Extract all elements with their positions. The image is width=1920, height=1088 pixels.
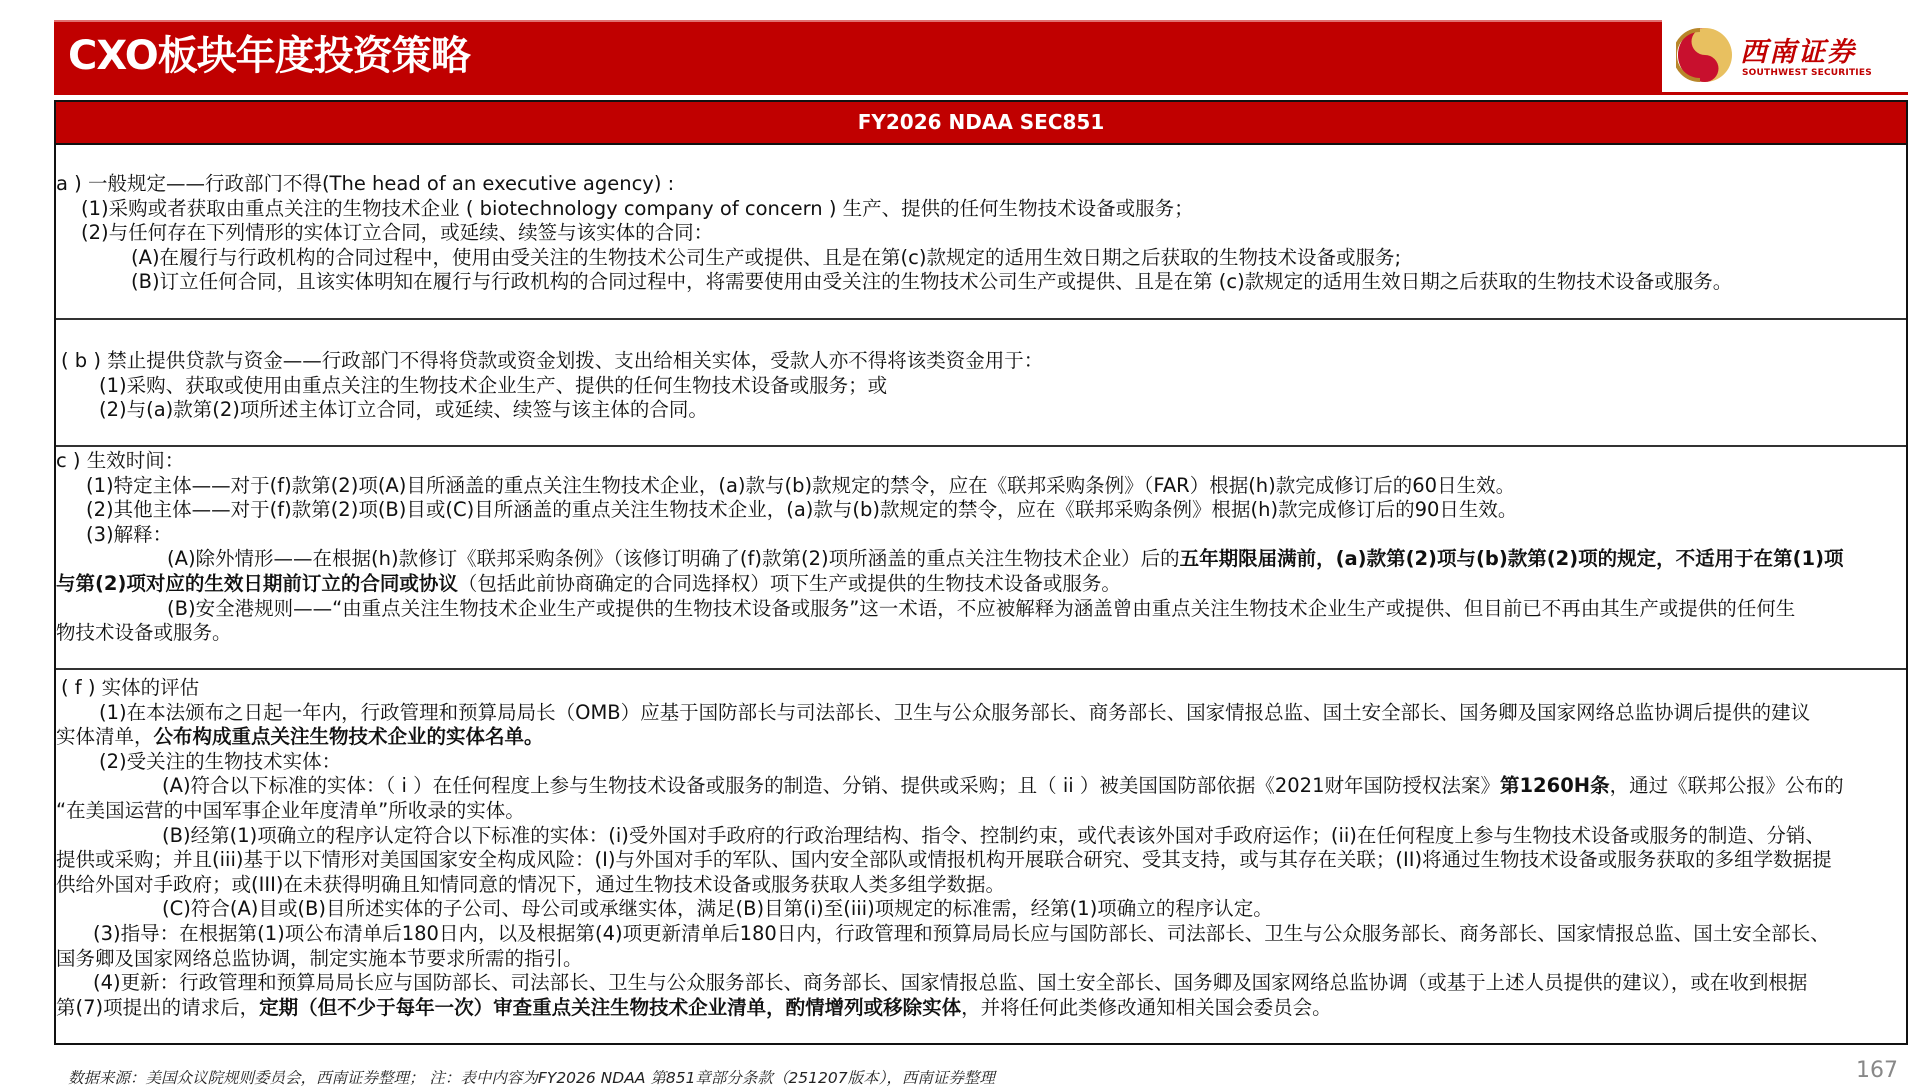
company-logo: [1662, 20, 1908, 90]
section-f-line: [99, 701, 1810, 726]
ndaa-table: [54, 100, 1908, 1045]
section-a-line: [56, 172, 674, 197]
clause-text: a ) 一般规定——行政部门不得(The head of an executive agency) :: [56, 172, 675, 195]
section-f-line: [56, 725, 544, 750]
clause-text: (3)指导：在根据第(1)项公布清单后180日内，以及根据第(4)项更新清单后180日内，行政管理和预算局局长应与国防部长、司法部长、卫生与公众服务部长、商务部长、国家情报总监、国土安全部长、: [93, 922, 1830, 945]
clause-text: (1)采购或者获取由重点关注的生物技术企业 ( biotechnology company of concern ) 生产、提供的任何生物技术设备或服务；: [81, 196, 1194, 220]
clause-text: ( b ) 禁止提供贷款与资金——行政部门不得将贷款或资金划拨、支出给相关实体，受款人亦不得将该类资金用于：: [61, 349, 1044, 372]
clause-text: 国务卿及国家网络总监协调，制定实施本节要求所需的指引。: [56, 946, 583, 970]
title-bar: [54, 20, 1662, 92]
clause-text: ( f ) 实体的评估: [61, 676, 200, 699]
title-divider: [54, 92, 1908, 95]
section-f-line: [56, 947, 583, 972]
clause-text: ，并将任何此类修改通知相关国会委员会。: [961, 995, 1332, 1019]
clause-text: (2)受关注的生物技术实体：: [99, 749, 342, 773]
section-c-line: [56, 449, 184, 474]
section-f-line: [99, 750, 341, 775]
clause-text: (2)与(a)款第(2)项所述主体订立合同，或延续、续签与该主体的合同。: [99, 398, 708, 422]
page-title: CXO板块年度投资策略: [68, 33, 470, 79]
clause-text: 提供或采购；并且(iii)基于以下情形对美国国家安全构成风险：(I)与外国对手的军队、国内安全部队或情报机构开展联合研究、受其支持，或与其存在关联；(II)将通过生物技术设备或服务获取的多组学数据提: [56, 848, 1832, 872]
section-a-line: [81, 197, 1194, 222]
clause-text: 供给外国对手政府；或(III)在未获得明确且知情同意的情况下，通过生物技术设备或服务获取人类多组学数据。: [56, 872, 1005, 896]
section-a-line: [131, 270, 1732, 295]
section-f-line: [162, 897, 1273, 922]
table-heading: FY2026 NDAA SEC851: [56, 102, 1906, 145]
clause-text: (A)除外情形——在根据(h)款修订《联邦采购条例》（该修订明确了(f)款第(2)项所涵盖的重点关注生物技术企业）后的: [167, 547, 1180, 571]
source-note: 数据来源：美国众议院规则委员会，西南证券整理； 注：表中内容为FY2026 NDAA 第851章部分条款（251207版本），西南证券整理: [68, 1069, 995, 1087]
emphasized-text: 五年期限届满前，(a)款第(2)项与(b)款第(2)项的规定，不适用于在第(1)项: [1179, 547, 1844, 571]
section-f-line: [56, 996, 1332, 1021]
clause-text: (B)订立任何合同，且该实体明知在履行与行政机构的合同过程中，将需要使用由受关注的生物技术公司生产或提供、且是在第 (c)款规定的适用生效日期之后获取的生物技术设备或服务。: [131, 270, 1733, 294]
section-c-line: [56, 621, 232, 646]
section-f-line: [162, 824, 1825, 849]
section-a-general-rule: [56, 145, 1906, 320]
section-b-line: [61, 349, 1043, 374]
emphasized-text: 与第(2)项对应的生效日期前订立的合同或协议: [56, 572, 458, 595]
section-c-line: [167, 547, 1844, 572]
section-f-entity-evaluation: [56, 670, 1906, 1045]
section-c-line: [86, 523, 172, 548]
clause-text: (2)与任何存在下列情形的实体订立合同，或延续、续签与该实体的合同：: [81, 221, 714, 245]
section-f-line: [56, 799, 525, 824]
clause-text: 物技术设备或服务。: [56, 621, 232, 645]
section-b-line: [99, 374, 887, 399]
clause-text: c ) 生效时间：: [56, 449, 185, 472]
clause-text: ，通过《联邦公报》公布的: [1609, 774, 1844, 798]
logo-text-cn: 西南证券: [1740, 37, 1856, 68]
emphasized-text: 第1260H条: [1499, 774, 1610, 798]
clause-text: 实体清单，: [56, 725, 154, 749]
clause-text: (3)解释：: [86, 522, 173, 546]
logo-text-en: SOUTHWEST SECURITIES: [1742, 68, 1872, 78]
section-f-line: [93, 971, 1807, 996]
section-f-line: [56, 848, 1832, 873]
clause-text: “在美国运营的中国军事企业年度清单”所收录的实体。: [56, 799, 525, 822]
clause-text: 第(7)项提出的请求后，: [56, 995, 260, 1019]
section-b-line: [99, 398, 708, 423]
section-c-line: [56, 572, 1121, 597]
clause-text: (1)特定主体——对于(f)款第(2)项(A)目所涵盖的重点关注生物技术企业，(a)款与(b)款规定的禁令，应在《联邦采购条例》（FAR）根据(h)款完成修订后的60日生效。: [86, 473, 1516, 497]
clause-text: (B)经第(1)项确立的程序认定符合以下标准的实体：(i)受外国对手政府的行政治理结构、指令、控制约束，或代表该外国对手政府运作；(ii)在任何程度上参与生物技术设备或服务的制造、分销、: [162, 823, 1825, 847]
clause-text: (1)在本法颁布之日起一年内，行政管理和预算局局长（OMB）应基于国防部长与司法部长、卫生与公众服务部长、商务部长、国家情报总监、国土安全部长、国务卿及国家网络总监协调后提供的建议: [99, 700, 1811, 724]
clause-text: (4)更新：行政管理和预算局局长应与国防部长、司法部长、卫生与公众服务部长、商务部长、国家情报总监、国土安全部长、国务卿及国家网络总监协调（或基于上述人员提供的建议），或在收到根据: [93, 971, 1808, 995]
emphasized-text: 公布构成重点关注生物技术企业的实体名单。: [153, 725, 544, 749]
section-c-effective-dates: [56, 447, 1906, 670]
page-number: 167: [1856, 1058, 1898, 1083]
section-f-line: [93, 922, 1830, 947]
section-c-line: [86, 498, 1517, 523]
clause-text: (A)符合以下标准的实体：（ i ）在任何程度上参与生物技术设备或服务的制造、分销、提供或采购；且（ ii ）被美国国防部依据《2021财年国防授权法案》: [162, 774, 1500, 798]
emphasized-text: 定期（但不少于每年一次）审查重点关注生物技术企业清单，酌情增列或移除实体: [259, 995, 962, 1019]
section-a-line: [81, 221, 713, 246]
section-f-line: [162, 774, 1844, 799]
section-c-line: [86, 474, 1515, 499]
section-b-loans-grants: [56, 320, 1906, 447]
clause-text: (2)其他主体——对于(f)款第(2)项(B)目或(C)目所涵盖的重点关注生物技术企业，(a)款与(b)款规定的禁令，应在《联邦采购条例》根据(h)款完成修订后的90日生效。: [86, 498, 1518, 522]
section-f-line: [56, 873, 1005, 898]
section-f-line: [61, 676, 199, 701]
clause-text: (1)采购、获取或使用由重点关注的生物技术企业生产、提供的任何生物技术设备或服务；或: [99, 373, 888, 397]
clause-text: (A)在履行与行政机构的合同过程中，使用由受关注的生物技术公司生产或提供、且是在第(c)款规定的适用生效日期之后获取的生物技术设备或服务;: [131, 245, 1402, 269]
clause-text: （包括此前协商确定的合同选择权）项下生产或提供的生物技术设备或服务。: [457, 572, 1121, 595]
clause-text: (C)符合(A)目或(B)目所述实体的子公司、母公司或承继实体，满足(B)目第(i)至(iii)项规定的标准需，经第(1)项确立的程序认定。: [162, 897, 1273, 921]
section-a-line: [131, 246, 1401, 271]
logo-emblem-icon: [1676, 26, 1734, 84]
section-c-line: [167, 597, 1795, 622]
clause-text: (B)安全港规则——“由重点关注生物技术企业生产或提供的生物技术设备或服务”这一术语，不应被解释为涵盖曾由重点关注生物技术企业生产或提供、但目前已不再由其生产或提供的任何生: [167, 596, 1796, 620]
